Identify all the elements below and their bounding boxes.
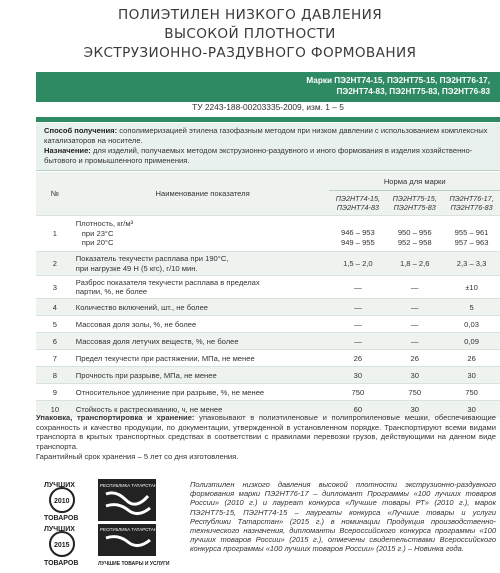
table-row: 2 Показатель текучести расплава при 190°С, при нагрузке 49 Н (5 кгс), г/10 мин. 1,5 – 2,0 1,8 – 2,6 2,3 – 3,3 (36, 252, 500, 276)
svg-text:2015: 2015 (54, 542, 70, 549)
badge-100-best-2015 (44, 526, 78, 567)
svg-text:ЛУЧШИХ: ЛУЧШИХ (44, 526, 75, 533)
grade-col-2: ПЭ2НТ75-15, ПЭ2НТ75-83 (386, 191, 443, 216)
brands-banner (36, 72, 500, 102)
storage-text: упаковывают в полиэтиленовые и полипропиленовые мешки, обеспечивающие сохранность и качество продукции, по документации, утвержденной в установленном порядке. Транспортируют всеми видами транспорта в крытых транспортных средствах в соответствии с правилами перевозки грузов, действующими на данном виде транспорта. (36, 413, 497, 452)
row-subname: при 20°С (81, 238, 114, 248)
production-text: сополимеризацией этилена газофазным методом при низком давлении с использованием комплексных катализаторов на носителе. (44, 126, 488, 145)
badge-tatarstan-bottom (98, 524, 170, 567)
purpose-text: для изделий, получаемых методом экструзионно-раздувного и иного формования в изделия хозяйственно-бытового и промышленного применения. (44, 146, 473, 165)
svg-text:2010: 2010 (54, 498, 70, 505)
table-row: 5 Массовая доля золы, %, не более — — 0,03 (36, 316, 500, 333)
spec-table (36, 172, 500, 418)
svg-text:РЕСПУБЛИКА ТАТАРСТАН: РЕСПУБЛИКА ТАТАРСТАН (100, 527, 158, 532)
production-method (44, 126, 492, 145)
table-row: 8 Прочность при разрыве, МПа, не менее 30 30 30 (36, 367, 500, 384)
svg-text:ТОВАРОВ: ТОВАРОВ (44, 515, 79, 522)
production-label: Способ получения: (44, 126, 118, 135)
brands-line-1: Марки ПЭ2НТ74-15, ПЭ2НТ75-15, ПЭ2НТ76-17, (306, 76, 490, 85)
info-box (36, 123, 500, 171)
brands-line-2: ПЭ2НТ74-83, ПЭ2НТ75-83, ПЭ2НТ76-83 (336, 86, 490, 96)
grade-col-3: ПЭ2НТ76-17, ПЭ2НТ76-83 (443, 191, 500, 216)
divider-strip (36, 117, 500, 122)
storage-label: Упаковка, транспортировка и хранение: (36, 413, 195, 422)
award-logos-graphic (40, 478, 170, 568)
table-row: 4 Количество включений, шт., не более — — 5 (36, 299, 500, 316)
badge-tatarstan-top (98, 479, 157, 521)
header-no: № (36, 172, 74, 216)
title-line-3: ЭКСТРУЗИОННО-РАЗДУВНОГО ФОРМОВАНИЯ (83, 45, 417, 61)
warranty-text: Гарантийный срок хранения – 5 лет со дня изготовления. (36, 451, 239, 461)
row-name: Плотность, кг/м³ (75, 219, 134, 229)
table-row: 7 Предел текучести при растяжении, МПа, не менее 26 26 26 (36, 350, 500, 367)
purpose (44, 146, 492, 165)
award-logos (40, 478, 170, 568)
award-text: Полиэтилен низкого давления высокой плотности экструзионно-раздувного формования марки ПЭ2НТ76-17 – дипломант Программы «100 лучших товаров России» (2010 г.) и лауреат конкурса «Лучшие товары РТ» (2010 г.), марок ПЭ2НТ75-15, ПЭ2НТ74-15 – лауреаты конкурса «Лучшие товары и услуги Республики Татарстан» (2015 г.) в номинации Продукция производственно-технического назначения, дипломанты Всероссийского конкурса программы «100 лучших товаров России» (2015 г.), отмечены свидетельствами Всероссийского конкурса программы «100 лучших товаров России» (2015 г.) – Новинка года. (190, 480, 496, 554)
grade-col-1: ПЭ2НТ74-15, ПЭ2НТ74-83 (329, 191, 386, 216)
title-line-1: ПОЛИЭТИЛЕН НИЗКОГО ДАВЛЕНИЯ (117, 7, 383, 23)
svg-text:ТОВАРОВ: ТОВАРОВ (44, 560, 79, 567)
table-row: 3 Разброс показателя текучести расплава в пределах партии, %, не более — — ±10 (36, 276, 500, 299)
header-norm: Норма для марки (329, 172, 500, 191)
table-row: 6 Массовая доля летучих веществ, %, не более — — 0,09 (36, 333, 500, 350)
title-line-2: ВЫСОКОЙ ПЛОТНОСТИ (164, 26, 336, 42)
tu-spec: ТУ 2243-188-00203335-2009, изм. 1 – 5 (192, 102, 344, 112)
svg-text:ЛУЧШИЕ ТОВАРЫ И УСЛУГИ: ЛУЧШИЕ ТОВАРЫ И УСЛУГИ (98, 561, 170, 567)
document-title (0, 6, 500, 63)
table-row: 1 Плотность, кг/м³ при 23°С при 20°С 946 – 953 949 – 955 950 – 956 952 – 958 955 – 961 957 – 963 (36, 216, 500, 252)
row-subname: при 23°С (81, 228, 114, 238)
header-name: Наименование показателя (74, 172, 330, 216)
svg-text:РЕСПУБЛИКА ТАТАРСТАН: РЕСПУБЛИКА ТАТАРСТАН (100, 483, 158, 488)
badge-100-best-2010 (44, 482, 78, 522)
storage-section (36, 413, 496, 462)
purpose-label: Назначение: (44, 146, 91, 156)
table-row: 9 Относительное удлинение при разрыве, %, не менее 750 750 750 (36, 384, 500, 401)
table-row: 10 Стойкость к растрескиванию, ч, не менее 60 30 30 (36, 401, 500, 418)
svg-text:ЛУЧШИХ: ЛУЧШИХ (44, 482, 75, 489)
